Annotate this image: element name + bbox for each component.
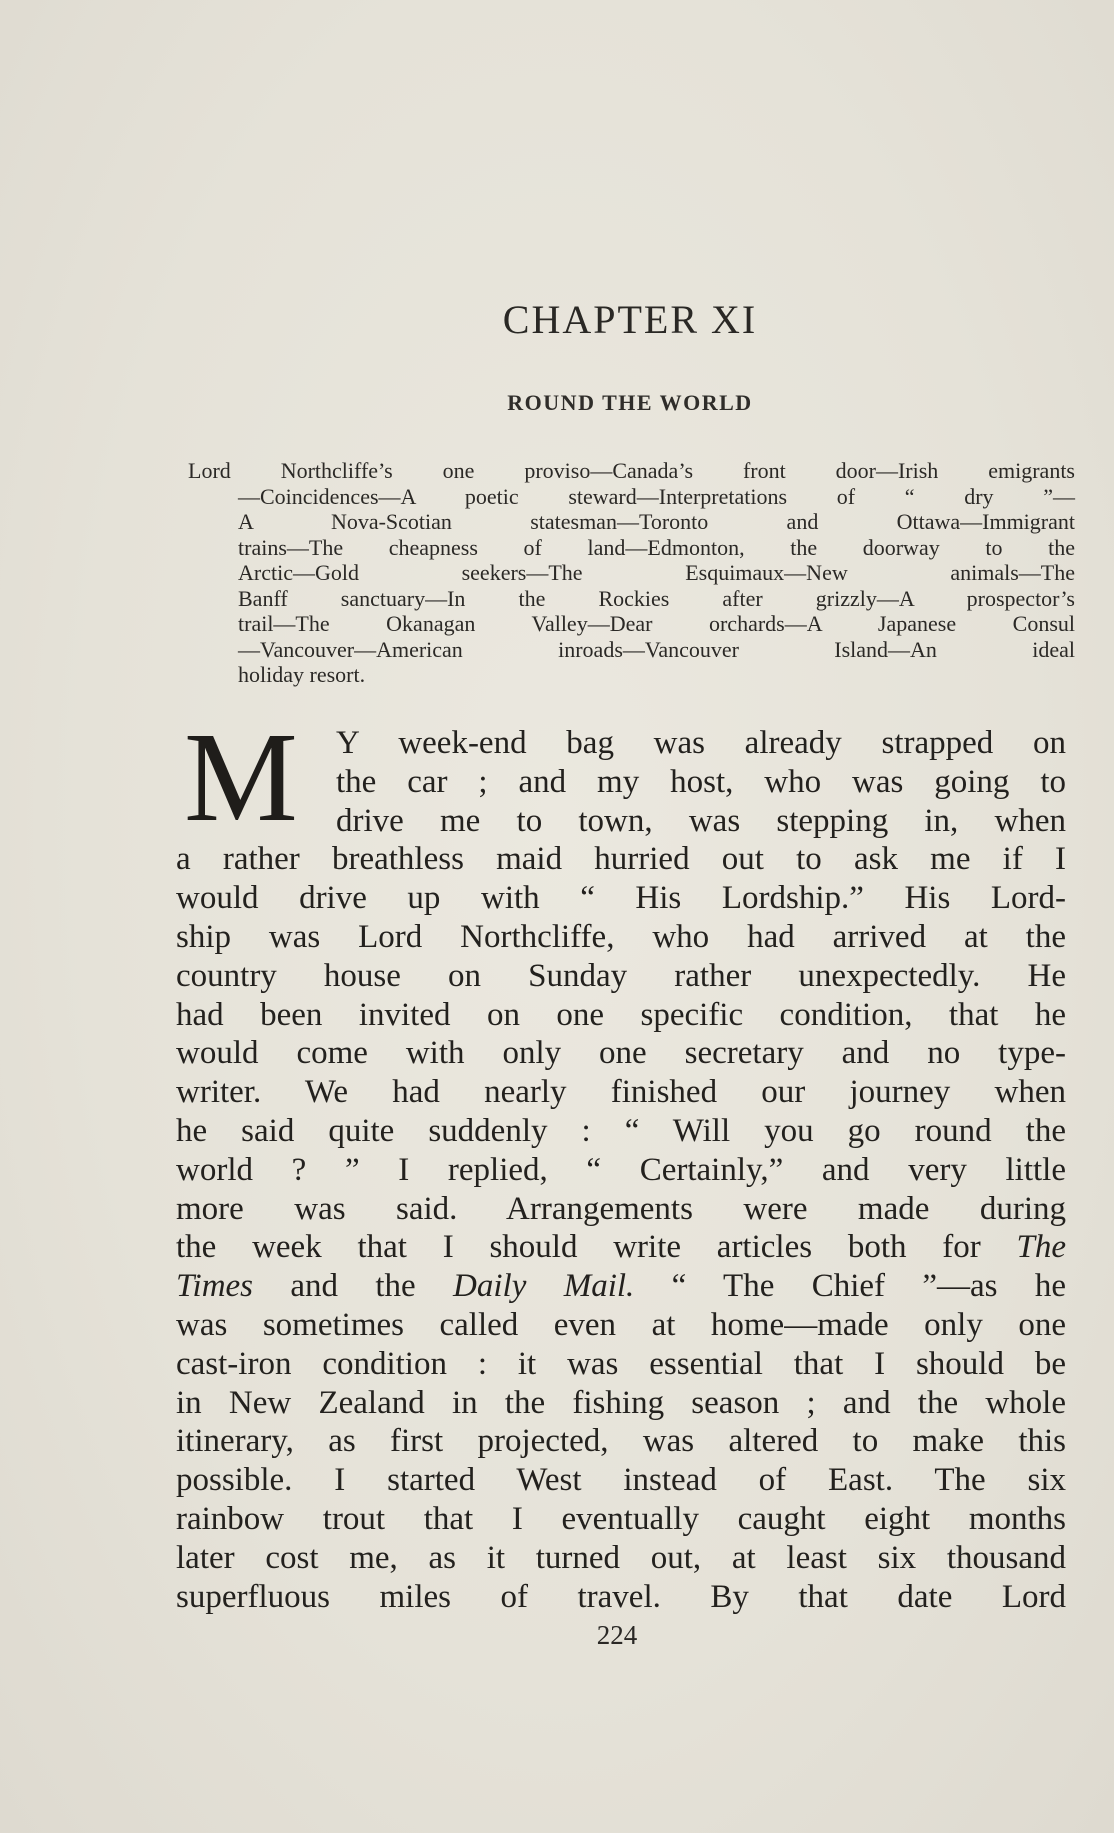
body-line: rainbow trout that I eventually caught eight months [176, 1500, 1066, 1537]
body-line: drive me to town, was stepping in, when [336, 802, 1066, 839]
body-line: the car ; and my host, who was going to [336, 763, 1066, 800]
body-line: superfluous miles of travel. By that date Lord [176, 1578, 1066, 1615]
body-line: had been invited on one specific condition, that he [176, 996, 1066, 1033]
body-line: in New Zealand in the fishing season ; and the whole [176, 1384, 1066, 1421]
page-number: 224 [596, 1620, 638, 1650]
synopsis-line: trains—The cheapness of land—Edmonton, the doorway to the [238, 534, 1075, 560]
body-line: later cost me, as it turned out, at least six thousand [176, 1539, 1066, 1576]
body-line: more was said. Arrangements were made during [176, 1190, 1066, 1227]
synopsis-line: holiday resort. [238, 662, 366, 687]
synopsis-line: —Coincidences—A poetic steward—Interpretations of “ dry ”— [238, 483, 1075, 509]
synopsis-line: —Vancouver—American inroads—Vancouver Island—An ideal [238, 636, 1075, 662]
body-line: a rather breathless maid hurried out to ask me if I [176, 841, 1066, 878]
body-line: was sometimes called even at home—made only one [176, 1306, 1066, 1343]
body-line: country house on Sunday rather unexpectedly. He [176, 957, 1066, 994]
body-line: cast-iron condition : it was essential that I should be [176, 1345, 1066, 1382]
body-line: Y week-end bag was already strapped on [336, 725, 1066, 761]
chapter-subtitle: ROUND THE WORLD [507, 390, 753, 415]
body-paragraph [176, 706, 1066, 1616]
synopsis-line: Arctic—Gold seekers—The Esquimaux—New animals—The [238, 560, 1075, 585]
body-line: would come with only one secretary and no type- [176, 1035, 1066, 1072]
body-line: the week that I should write articles both for The [176, 1229, 1066, 1266]
body-line: itinerary, as first projected, was altered to make this [176, 1423, 1066, 1460]
synopsis-line: Lord Northcliffe’s one proviso—Canada’s front door—Irish emigrants [188, 458, 1075, 483]
body-line: world ? ” I replied, “ Certainly,” and very little [176, 1151, 1066, 1188]
body-line: would drive up with “ His Lordship.” His Lord- [176, 880, 1066, 917]
chapter-title: CHAPTER XI [502, 297, 758, 342]
chapter-synopsis [188, 458, 1075, 688]
body-line: he said quite suddenly : “ Will you go round the [176, 1112, 1066, 1149]
synopsis-line: trail—The Okanagan Valley—Dear orchards—A Japanese Consul [238, 611, 1075, 636]
body-line: possible. I started West instead of East. The six [176, 1462, 1066, 1499]
drop-cap: M [184, 706, 298, 848]
synopsis-line: A Nova-Scotian statesman—Toronto and Ottawa—Immigrant [238, 509, 1075, 534]
body-line: ship was Lord Northcliffe, who had arrived at the [176, 918, 1066, 955]
body-line: Times and the Daily Mail. “ The Chief ”—as he [176, 1268, 1066, 1305]
synopsis-line: Banff sanctuary—In the Rockies after grizzly—A prospector’s [238, 585, 1075, 611]
body-line: writer. We had nearly finished our journey when [176, 1074, 1066, 1111]
